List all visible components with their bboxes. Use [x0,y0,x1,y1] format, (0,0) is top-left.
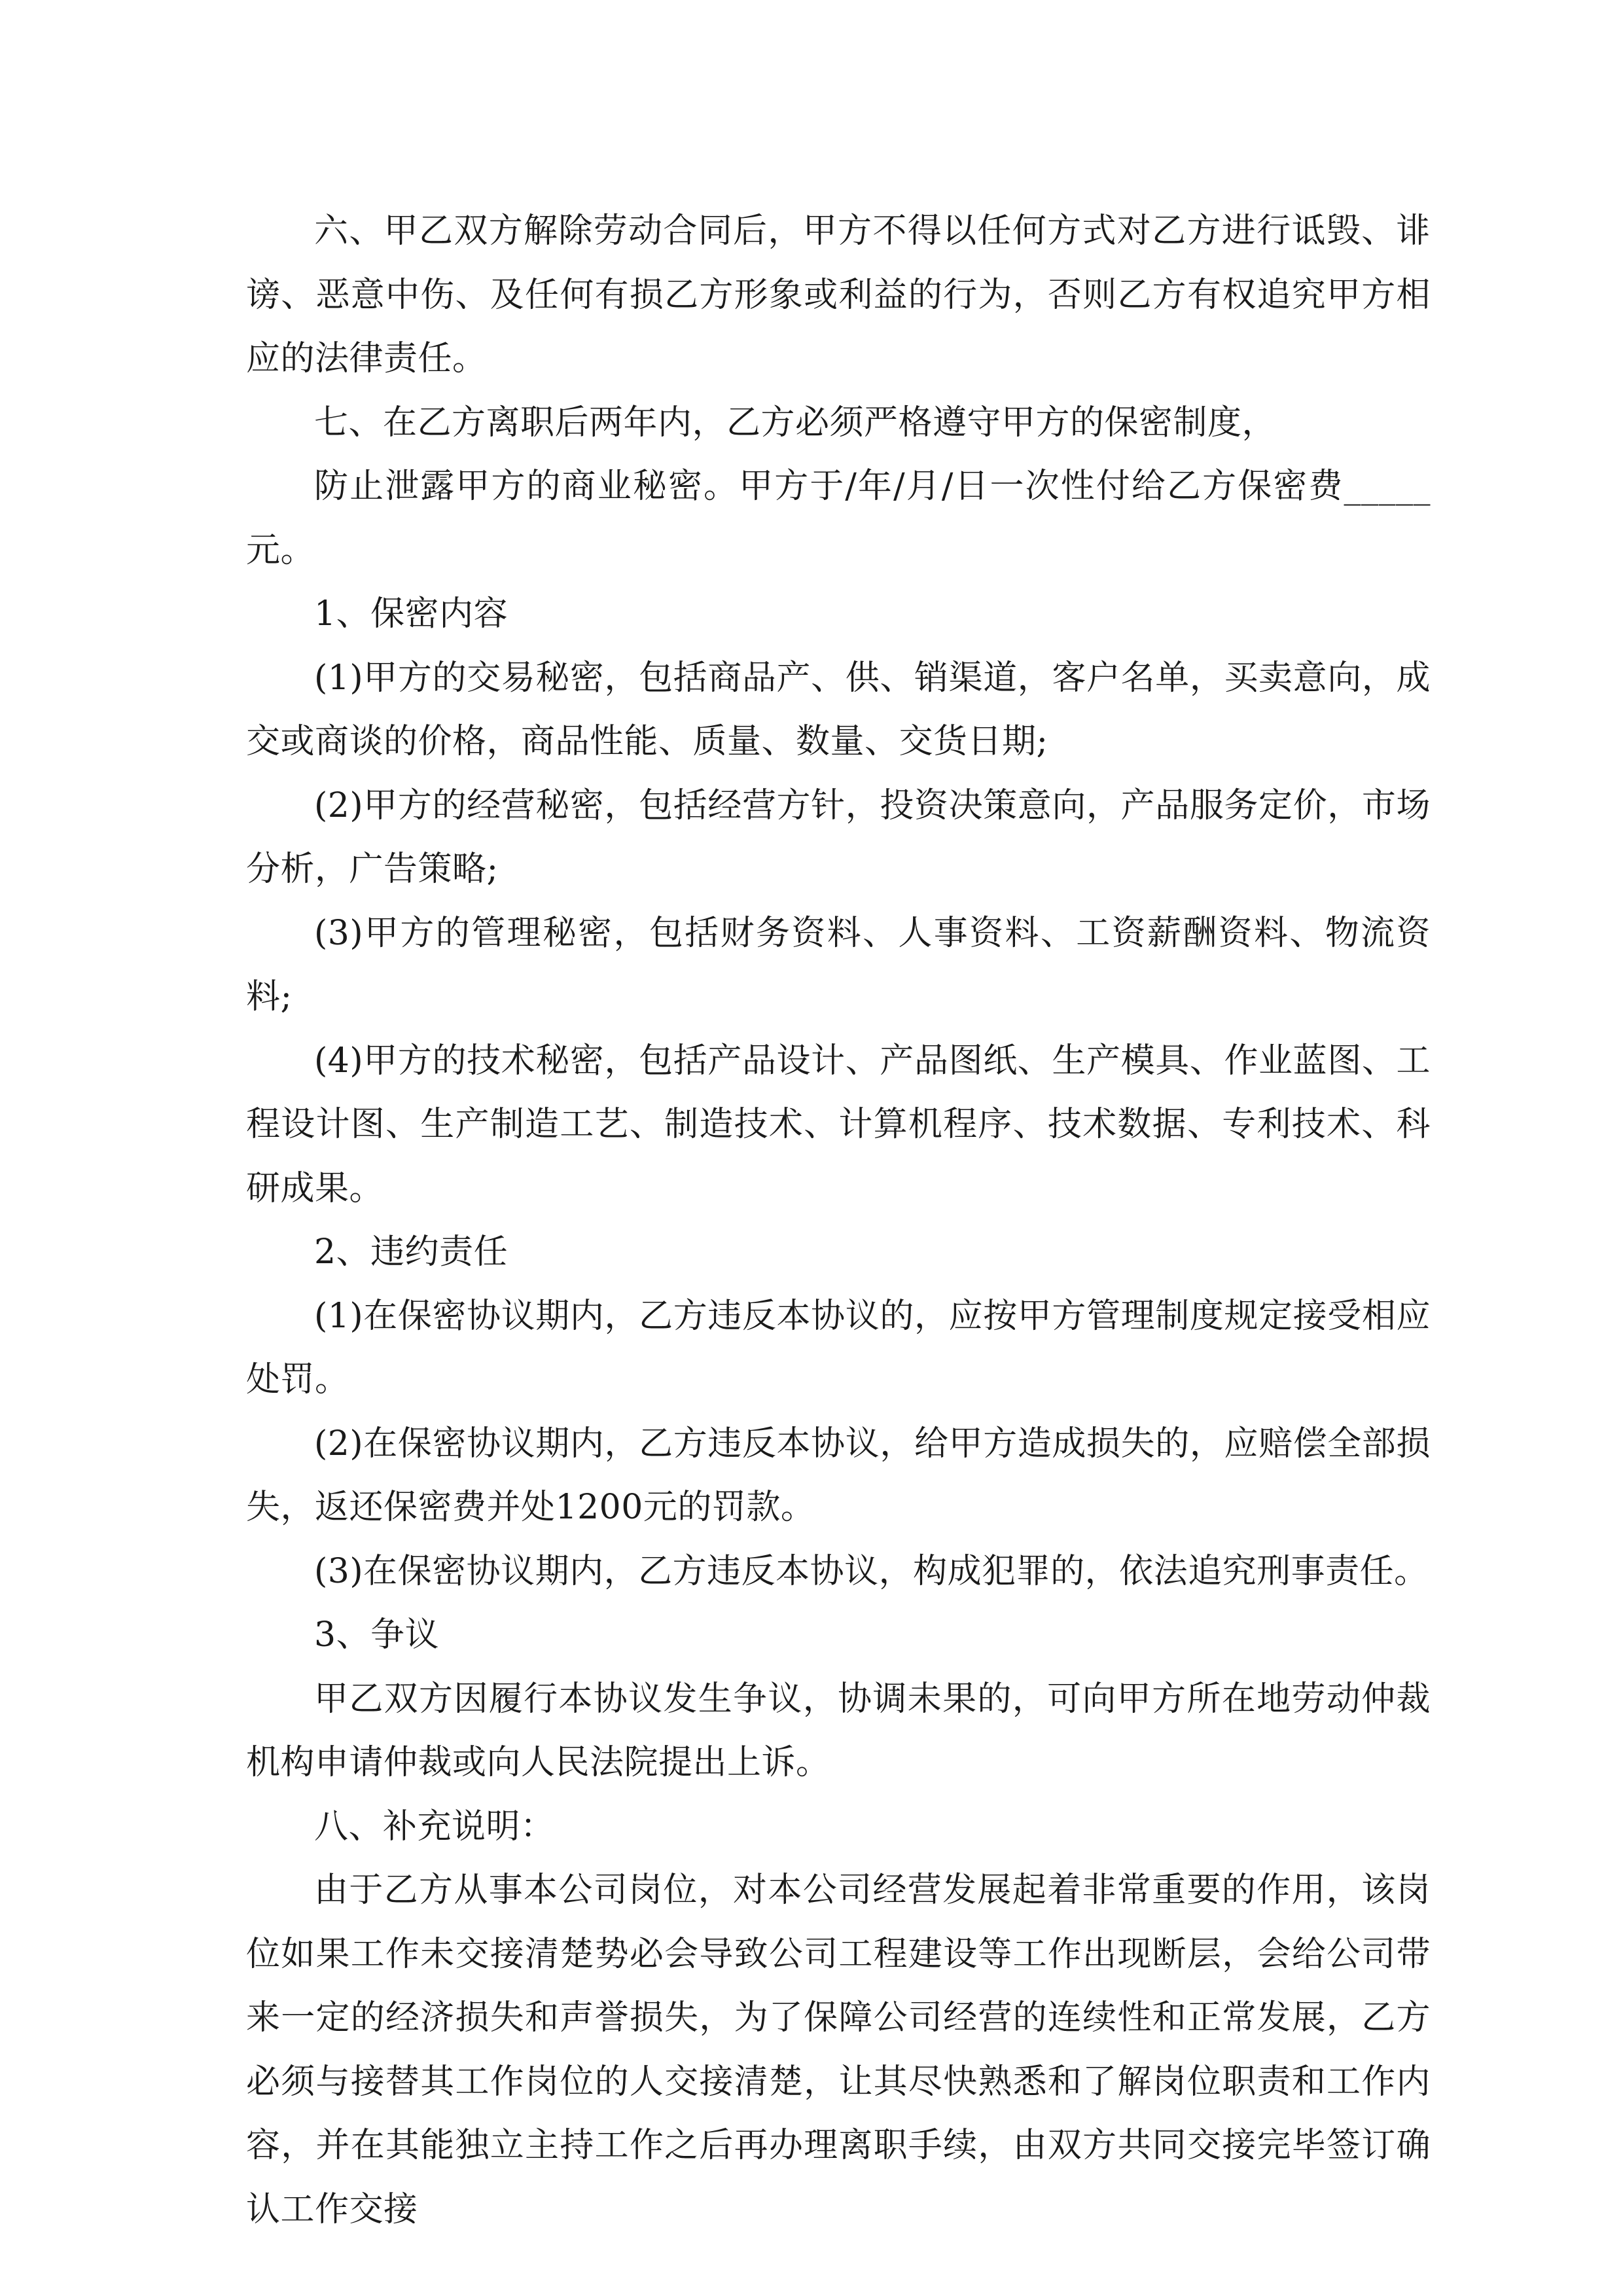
paragraph-clause-6: 六、甲乙双方解除劳动合同后，甲方不得以任何方式对乙方进行诋毁、诽谤、恶意中伤、及任何有损乙方形象或利益的行为，否则乙方有权追究甲方相应的法律责任。 [246,211,1431,378]
paragraph-clause-7: 七、在乙方离职后两年内，乙方必须严格遵守甲方的保密制度， [314,403,1277,442]
heading-supplement: 八、补充说明： [314,1806,555,1846]
document-body [246,200,1431,2242]
paragraph-clause-7-continued: 防止泄露甲方的商业秘密。甲方于/年/月/日一次性付给乙方保密费_____元。 [246,467,1431,570]
paragraph-supplement: 由于乙方从事本公司岗位，对本公司经营发展起着非常重要的作用，该岗位如果工作未交接清楚势必会导致公司工程建设等工作出现断层，会给公司带来一定的经济损失和声誉损失，为了保障公司经营的连续性和正常发展，乙方必须与接替其工作岗位的人交接清楚，让其尽快熟悉和了解岗位职责和工作内容，并在其能独立主持工作之后再办理离职手续，由双方共同交接完毕签订确认工作交接 [246,1871,1431,2229]
paragraph-dispute: 甲乙双方因履行本协议发生争议，协调未果的，可向甲方所在地劳动仲裁机构申请仲裁或向人民法院提出上诉。 [246,1679,1431,1782]
heading-confidential-content: 1、保密内容 [314,594,508,634]
paragraph-business-secrets: (2)甲方的经营秘密，包括经营方针，投资决策意向，产品服务定价，市场分析，广告策略; [246,785,1431,889]
paragraph-trade-secrets: (1)甲方的交易秘密，包括商品产、供、销渠道，客户名单，买卖意向，成交或商谈的价格，商品性能、质量、数量、交货日期; [246,658,1431,761]
paragraph-liability-3: (3)在保密协议期内，乙方违反本协议，构成犯罪的，依法追究刑事责任。 [314,1551,1429,1591]
heading-dispute: 3、争议 [314,1615,440,1655]
paragraph-liability-2: (2)在保密协议期内，乙方违反本协议，给甲方造成损失的，应赔偿全部损失，返还保密费并处1200元的罚款。 [246,1424,1431,1527]
paragraph-technical-secrets: (4)甲方的技术秘密，包括产品设计、产品图纸、生产模具、作业蓝图、工程设计图、生产制造工艺、制造技术、计算机程序、技术数据、专利技术、科研成果。 [246,1041,1431,1208]
heading-liability: 2、违约责任 [314,1232,508,1272]
paragraph-liability-1: (1)在保密协议期内，乙方违反本协议的，应按甲方管理制度规定接受相应处罚。 [246,1296,1431,1399]
paragraph-management-secrets: (3)甲方的管理秘密，包括财务资料、人事资料、工资薪酬资料、物流资料; [246,913,1431,1016]
